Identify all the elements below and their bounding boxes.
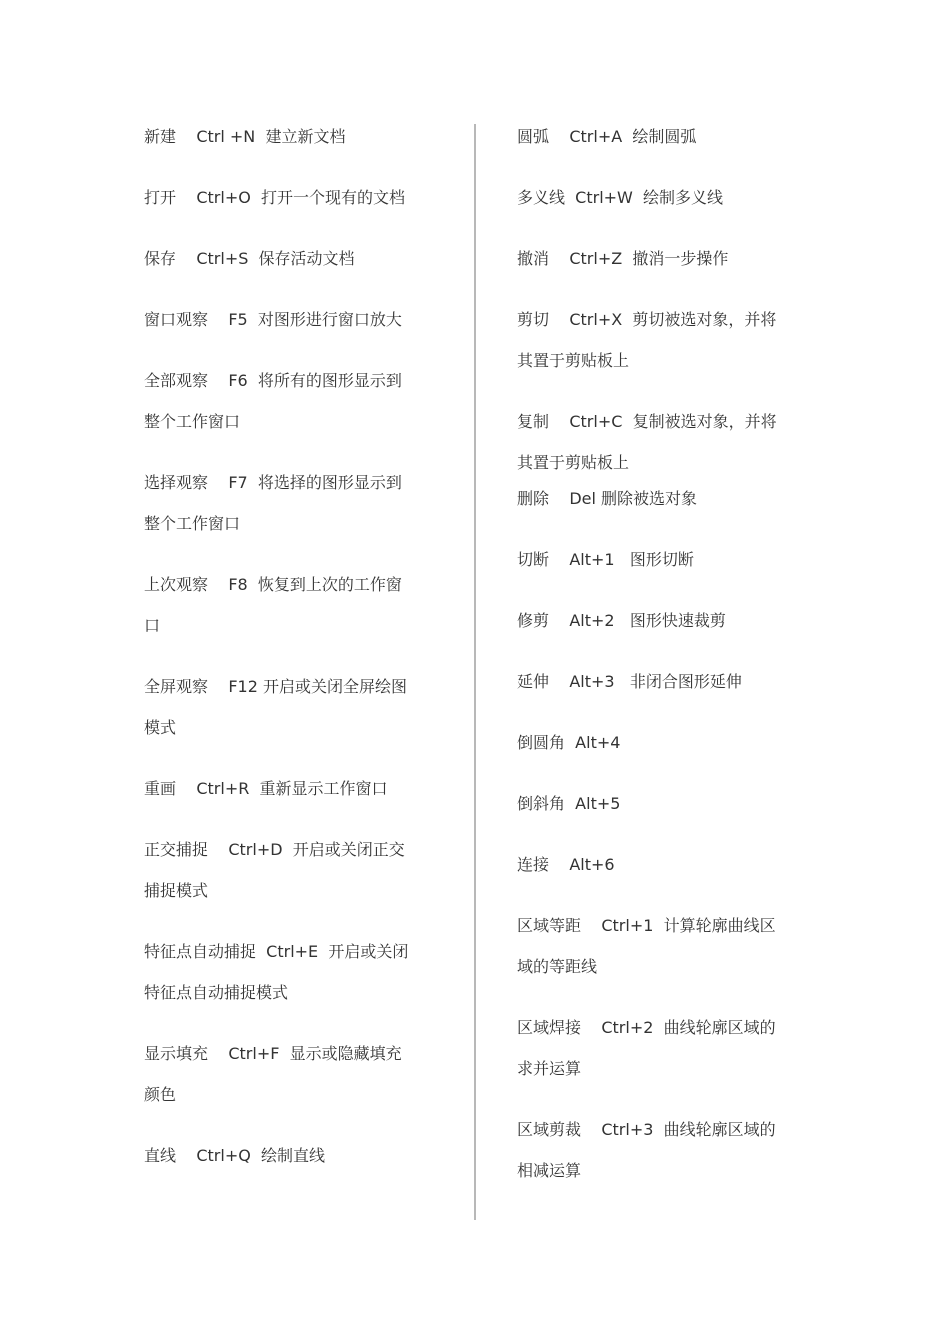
shortcut-new: 新建 Ctrl +N 建立新文档 xyxy=(144,127,346,146)
shortcut-region-weld-cont: 求并运算 xyxy=(517,1059,582,1078)
shortcut-window-view: 窗口观察 F5 对图形进行窗口放大 xyxy=(144,310,402,329)
shortcut-selection-view-cont: 整个工作窗口 xyxy=(144,514,241,533)
shortcut-trim: 修剪 Alt+2 图形快速裁剪 xyxy=(517,611,726,630)
shortcut-region-weld: 区域焊接 Ctrl+2 曲线轮廓区域的 xyxy=(517,1018,776,1037)
shortcut-show-fill-cont: 颜色 xyxy=(144,1085,177,1104)
shortcut-previous-view-cont: 口 xyxy=(144,616,161,635)
shortcut-fillet: 倒圆角 Alt+4 xyxy=(517,733,621,752)
shortcut-extend: 延伸 Alt+3 非闭合图形延伸 xyxy=(517,672,742,691)
shortcut-delete: 删除 Del 删除被选对象 xyxy=(517,489,698,508)
shortcut-fullscreen-view: 全屏观察 F12 开启或关闭全屏绘图 xyxy=(144,677,407,696)
shortcut-previous-view: 上次观察 F8 恢复到上次的工作窗 xyxy=(144,575,402,594)
shortcut-ortho-snap-cont: 捕捉模式 xyxy=(144,881,209,900)
shortcut-region-offset-cont: 域的等距线 xyxy=(517,957,598,976)
shortcut-join: 连接 Alt+6 xyxy=(517,855,615,874)
shortcut-region-offset: 区域等距 Ctrl+1 计算轮廓曲线区 xyxy=(517,916,776,935)
shortcut-arc: 圆弧 Ctrl+A 绘制圆弧 xyxy=(517,127,697,146)
shortcut-full-view-cont: 整个工作窗口 xyxy=(144,412,241,431)
shortcut-cut-cont: 其置于剪贴板上 xyxy=(517,351,630,370)
shortcut-copy: 复制 Ctrl+C 复制被选对象，并将 xyxy=(517,412,777,431)
shortcut-chamfer: 倒斜角 Alt+5 xyxy=(517,794,621,813)
column-divider xyxy=(474,124,476,1220)
shortcut-selection-view: 选择观察 F7 将选择的图形显示到 xyxy=(144,473,402,492)
shortcut-break: 切断 Alt+1 图形切断 xyxy=(517,550,694,569)
shortcut-feature-snap-cont: 特征点自动捕捉模式 xyxy=(144,983,289,1002)
shortcut-region-clip-cont: 相减运算 xyxy=(517,1161,582,1180)
shortcut-open: 打开 Ctrl+O 打开一个现有的文档 xyxy=(144,188,405,207)
shortcut-undo: 撤消 Ctrl+Z 撤消一步操作 xyxy=(517,249,729,268)
shortcut-cut: 剪切 Ctrl+X 剪切被选对象，并将 xyxy=(517,310,777,329)
shortcut-ortho-snap: 正交捕捉 Ctrl+D 开启或关闭正交 xyxy=(144,840,405,859)
shortcut-feature-snap: 特征点自动捕捉 Ctrl+E 开启或关闭 xyxy=(144,942,409,961)
shortcut-show-fill: 显示填充 Ctrl+F 显示或隐藏填充 xyxy=(144,1044,402,1063)
shortcut-save: 保存 Ctrl+S 保存活动文档 xyxy=(144,249,355,268)
shortcut-fullscreen-view-cont: 模式 xyxy=(144,718,177,737)
shortcut-line: 直线 Ctrl+Q 绘制直线 xyxy=(144,1146,325,1165)
shortcut-copy-cont: 其置于剪贴板上 xyxy=(517,453,630,472)
shortcut-redraw: 重画 Ctrl+R 重新显示工作窗口 xyxy=(144,779,388,798)
shortcut-polyline: 多义线 Ctrl+W 绘制多义线 xyxy=(517,188,724,207)
shortcut-full-view: 全部观察 F6 将所有的图形显示到 xyxy=(144,371,402,390)
shortcut-region-clip: 区域剪裁 Ctrl+3 曲线轮廓区域的 xyxy=(517,1120,776,1139)
